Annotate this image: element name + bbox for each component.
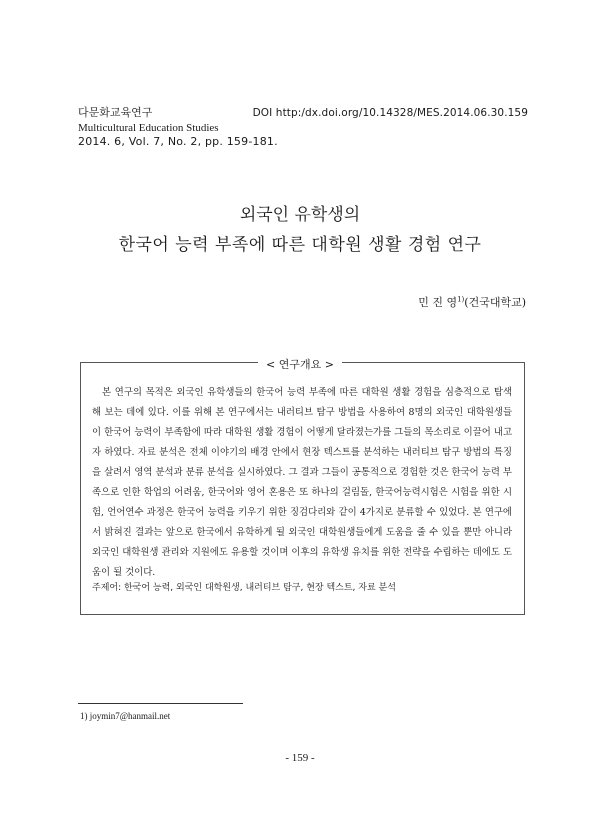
author-affiliation: (건국대학교) bbox=[464, 296, 526, 309]
paper-title-line2: 한국어 능력 부족에 따른 대학원 생활 경험 연구 bbox=[118, 235, 482, 255]
author-line bbox=[418, 294, 526, 310]
author-name: 민 진 영 bbox=[418, 296, 458, 309]
abstract-text: 본 연구의 목적은 외국인 유학생들의 한국어 능력 부족에 따른 대학원 생활 경험을 심층적으로 탐색해 보는 데에 있다. 이를 위해 본 연구에서는 내러티브 탐구 방법을 사용하여 8명의 외국인 대학원생들이 한국어 능력이 부족함에 따라 대학원 생활 경험이 어떻게 달라졌는가를 그들의 목소리로 이끌어 내고자 하였다. 자료 분석은 전체 이야기의 배경 안에서 현장 텍스트를 분석하는 내러티브 탐구 방법의 특징을 살려서 영역 분석과 분류 분석을 실시하였다. 그 결과 그들이 공통적으로 경험한 것은 한국어 능력 부족으로 인한 학업의 어려움, 한국어와 영어 혼용은 또 하나의 걸림돌, 한국어능력시험은 시험을 위한 시험, 언어연수 과정은 한국어 능력을 키우기 위한 징검다리와 같이 4가지로 분류할 수 있었다. 본 연구에서 밝혀진 결과는 앞으로 한국에서 유학하게 될 외국인 대학원생들에게 도움을 줄 수 있을 뿐만 아니라 외국인 대학원생 관리와 지원에도 유용할 것이며 이후의 유학생 유치를 위한 전략을 수립하는 데에도 도움이 될 것이다. bbox=[92, 387, 512, 578]
doi-link[interactable]: DOI http:/dx.doi.org/10.14328/MES.2014.06.30.159 bbox=[252, 107, 528, 119]
running-header bbox=[78, 104, 528, 148]
abstract-label: < 연구개요 > bbox=[0, 353, 600, 372]
paper-title-line1: 외국인 유학생의 bbox=[239, 205, 361, 225]
journal-title-english: Multicultural Education Studies bbox=[78, 122, 219, 134]
footnote-divider bbox=[78, 703, 243, 704]
journal-title-korean: 다문화교육연구 bbox=[78, 106, 153, 119]
keywords: 주제어: 한국어 능력, 외국인 대학원생, 내러티브 탐구, 현장 텍스트, 자료 분석 bbox=[92, 583, 396, 593]
page-number: - 159 - bbox=[285, 752, 315, 764]
footnote-mark[interactable]: 1) bbox=[457, 295, 465, 304]
footnote: 1) joymin7@hanmail.net bbox=[80, 711, 171, 721]
issue-info: 2014. 6, Vol. 7, No. 2, pp. 159-181. bbox=[78, 135, 278, 148]
